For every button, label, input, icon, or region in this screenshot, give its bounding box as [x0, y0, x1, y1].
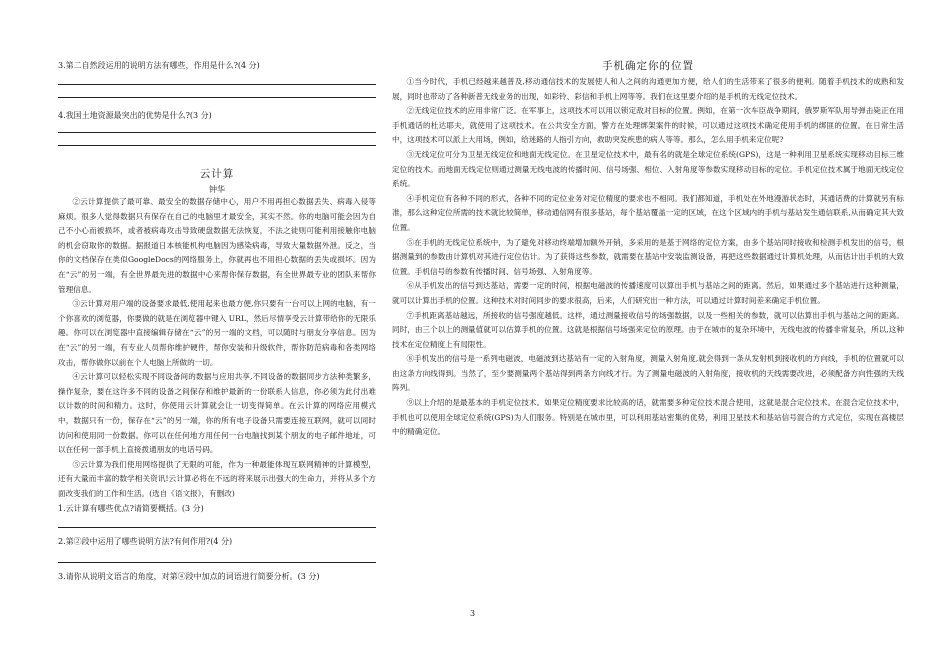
- answer-line[interactable]: [58, 562, 376, 563]
- paragraph: ⑦手机距离基站越远，所接收的信号强度越低。这样，通过测量接收信号的场强数据，以及一些相关的参数，就可以估算出手机与基站之间的距离。同时，由三个以上的测量值就可以估算手机的位置。这就是根据信号场强来定位的原理。由于在城市的复杂环境中，无线电波的传播非常复杂，所以,这种技术在定位精度上有局限性。: [392, 310, 904, 349]
- paragraph: ①当今时代，手机已经越来越普及,移动通信技术的发展使人和人之间的沟通更加方便，给人们的生活带来了很多的便利。随着手机技术的成熟和发展，同时也带动了各种新普无线业务的出现，如彩铃、彩信和手机上网等等。我们在这里要介绍的是手机的无线定位技术。: [392, 77, 904, 101]
- answer-line[interactable]: [58, 145, 376, 146]
- paragraph: ②云计算提供了最可靠、最安全的数据存储中心，用户不用再担心数据丢失、病毒入侵等麻烦。很多人觉得数据只有保存在自己的电脑里才最安全，其实不然。你的电脑可能会因为自己不小心而被损坏，或者被病毒攻击导致硬盘数据无法恢复，不法之徒则可能利用接触你电脑的机会窃取你的数据。据报道日本核能机构电脑因为感染病毒，导致大量数据外泄。反之，当你的文档保存在类似GoogleDocs的网络服务上，你就再也不用担心数据的丢失或损坏。因为在“云”的另一端，有全世界最先进的数据中心来帮你保存数据，有全世界最专业的团队来帮你管理信息。: [58, 197, 376, 294]
- paragraph: ⑤云计算为我们使用网络提供了无限的可能，作为一种最能体现互联网精神的计算模型，还有大量而丰富的数学相关资讯!云计算必将在不远的将来展示出强大的生命力，并将从多个方面改变我们的工作和生活。(选自《语文报》，有删改): [58, 459, 376, 498]
- paragraph: ④手机定位有各种不同的形式，各种不同的定位业务对定位精度的要求也不相同。我们都知道，手机处在外地漫游状态时，其通话费的计算就另有标准，那么这种定位所需的技术就比较简单，移动通信网有很多基站，每个基站覆盖一定的区域，在这个区域内的手机与基站发生通信联系,从而确定其大致位置。: [392, 193, 904, 232]
- right-column: [392, 58, 904, 440]
- answer-line[interactable]: [58, 97, 376, 98]
- left-column: [58, 60, 376, 583]
- paragraph: ②无线定位技术的应用非常广泛。在军事上，这项技术可以用以锁定敌对目标的位置。例如，在第一次车臣战争期间，俄罗斯军队用导弹击毙正在用手机通话的杜达耶夫，就使用了这项技术。在公共安全方面，警方在处理绑架案件的时候，可以通过这项技术确定使用手机的绑匪的位置。在日常生活中，这项技术可以派上大用场，例如，给迷路的人指引方向，救助突发疾患的病人等等。那么，怎么用手机来定位呢?: [392, 106, 904, 145]
- article-author: 钟华: [209, 185, 225, 194]
- paragraph: ⑥从手机发出的信号到达基站，需要一定的时间，根据电磁波的传播速度可以算出手机与基站之间的距离。然后，如果通过多个基站进行这种测量，就可以计算出手机的位置。这种技术对时间同步的要求很高，后来，人们研究出一种方法，可以通过计算时间差来确定手机位置。: [392, 281, 904, 305]
- article-title-phone: 手机确定你的位置: [602, 60, 694, 72]
- question-2-cloud: 2.第②段中运用了哪些说明方法?有何作用?(4 分): [58, 537, 233, 547]
- paragraph: ④云计算可以轻松实现不同设备间的数据与应用共享,不同设备的数据同步方法种类繁多，操作复杂，要在这许多不同的设备之间保存和维护最新的一份联系人信息，你必须为此付出难以计数的时间和精力。这时，你使用云计算就会让一切变得简单。在云计算的网络应用模式中，数据只有一份，保存在“云”的另一端，你的所有电子设备只需要连接互联网，就可以同时访问和使用同一份数据。你可以在任何地方用任何一台电脑找到某个朋友的电子邮件地址，可以在任何一部手机上直接拨通朋友的电话号码。: [58, 372, 376, 455]
- article-title-cloud: 云计算: [199, 168, 235, 180]
- paragraph: ⑤在手机的无线定位系统中，为了避免对移动终端增加额外开销，多采用的是基于网络的定位方案，由多个基站同时接收和检测手机发出的信号，根据测量到的参数由计算机对其进行定位估计。为了获得这些参数，就需要在基站中安装监测设备，再把这些数据通过计算机处理，从而估计出手机的大致位置。手机信号的参数有传播时间、信号场强、入射角度等。: [392, 237, 904, 276]
- page-number: 3: [470, 609, 476, 618]
- answer-line[interactable]: [58, 132, 376, 133]
- answer-line[interactable]: [58, 84, 376, 85]
- paragraph: ⑨以上介绍的是最基本的手机定位技术。如果定位精度要求比较高的话，就需要多种定位技术混合使用，这就是混合定位技术。在混合定位技术中，手机也可以使用全球定位系统(GPS)为人们服务。特别是在城市里，可以利用基站密集的优势，利用卫星技术和基站信号混合的方式定位，实现在高楼层中的精确定位。: [392, 398, 904, 437]
- paragraph: ③云计算对用户端的设备要求最低,使用起来也最方便,你只要有一台可以上网的电脑，有一个你喜欢的浏览器，你要做的就是在浏览器中键入 URL，然后尽情享受云计算带给你的无限乐趣。你可以在浏览器中直接编辑存储在“云”的另一端的文档，可以随时与朋友分享信息。因为在“云”的另一端，有专业人员帮你维护硬件，帮你安装和升级软件，帮你防范病毒和各类网络攻击，帮你做你以前在个人电脑上所做的一切。: [58, 299, 376, 367]
- question-1-cloud: 1.云计算有哪些优点?请简要概括。(3 分): [58, 504, 204, 514]
- answer-line[interactable]: [58, 527, 376, 528]
- question-3-cloud: 3.请你从说明文语言的角度，对第④段中加点的词语进行简要分析。(3 分): [58, 572, 320, 582]
- question-3-first-passage: 3.第二自然段运用的说明方法有哪些，作用是什么?(4 分): [58, 61, 260, 70]
- paragraph: ③无线定位可分为卫星无线定位和地面无线定位。在卫星定位技术中，最有名的就是全球定位系统(GPS)，这是一种利用卫星系统实现移动目标三维定位的技术。而地面无线定位则通过测量无线电波的传播时间、信号场强、相位、入射角度等参数实现移动目标的定位。手机定位技术属于地面无线定位系统。: [392, 149, 904, 189]
- question-4-first-passage: 4.我国土地资源最突出的优势是什么?(3 分): [58, 111, 212, 120]
- paragraph: ⑧手机发出的信号是一系列电磁波，电磁波到达基站有一定的入射角度，测量入射角度,就会得到一条从发射机到接收机的方向线，手机的位置就可以由这条方向线得到。当然了，至少要测量两个基站得到两条方向线才行。为了测量电磁波的入射角度，接收机的天线需要改进，必须配备方向性强的天线阵列。: [392, 354, 904, 393]
